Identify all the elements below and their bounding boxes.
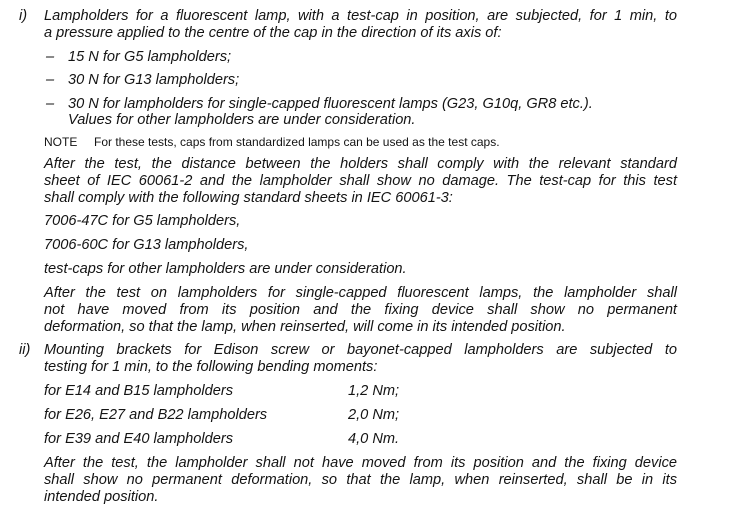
after-test-line-3: shall comply with the following standard sheets in IEC 60061-3:	[44, 190, 453, 206]
section-ii-intro-line-2: testing for 1 min, to the following bending moments:	[44, 359, 378, 375]
bullet-item-g5: 15 N for G5 lampholders;	[68, 49, 232, 65]
bullet-item-single-capped: 30 N for lampholders for single-capped fluorescent lamps (G23, G10q, GR8 etc.).	[68, 96, 593, 112]
moment-value-e26-e27-b22: 2,0 Nm;	[348, 407, 400, 423]
single-capped-line-2: not have moved from its position and the fixing device shall show no permanent	[44, 302, 677, 318]
section-i-marker: i)	[19, 8, 28, 24]
after-test-line-2: sheet of IEC 60061-2 and the lampholder shall show no damage. The test-cap for this test	[44, 173, 677, 189]
bullet-dash: –	[46, 96, 55, 112]
bullet-dash: –	[46, 72, 55, 88]
bullet-continuation: Values for other lampholders are under consideration.	[68, 112, 416, 128]
bullet-item-g13: 30 N for G13 lampholders;	[68, 72, 240, 88]
moment-label-e39-e40: for E39 and E40 lampholders	[44, 431, 234, 447]
moment-value-e14-b15: 1,2 Nm;	[348, 383, 400, 399]
after-test-line-1: After the test, the distance between the holders shall comply with the relevant standard	[44, 156, 677, 172]
note-label: NOTE	[44, 135, 78, 149]
sheet-other: test-caps for other lampholders are under consideration.	[44, 261, 407, 277]
bullet-dash: –	[46, 49, 55, 65]
section-ii-marker: ii)	[19, 342, 31, 358]
moment-label-e14-b15: for E14 and B15 lampholders	[44, 383, 234, 399]
note	[44, 134, 500, 151]
section-ii-after-line-3: intended position.	[44, 489, 159, 505]
section-i-intro-line-1: Lampholders for a fluorescent lamp, with a test-cap in position, are subjected, for 1 min, to	[44, 8, 677, 24]
section-ii-after-line-1: After the test, the lampholder shall not have moved from its position and the fixing device	[44, 455, 677, 471]
single-capped-line-3: deformation, so that the lamp, when reinserted, will come in its intended position.	[44, 319, 566, 335]
section-ii-intro-line-1: Mounting brackets for Edison screw or bayonet-capped lampholders are subjected to	[44, 342, 677, 358]
moment-label-e26-e27-b22: for E26, E27 and B22 lampholders	[44, 407, 268, 423]
moment-value-e39-e40: 4,0 Nm.	[348, 431, 400, 447]
single-capped-line-1: After the test on lampholders for single-capped fluorescent lamps, the lampholder shall	[44, 285, 677, 301]
sheet-g5: 7006-47C for G5 lampholders,	[44, 213, 241, 229]
section-ii-after-line-2: shall show no permanent deformation, so that the lamp, when reinserted, shall be in its	[44, 472, 677, 488]
note-text: For these tests, caps from standardized lamps can be used as the test caps.	[94, 135, 500, 149]
sheet-g13: 7006-60C for G13 lampholders,	[44, 237, 249, 253]
section-i-intro-line-2: a pressure applied to the centre of the cap in the direction of its axis of:	[44, 25, 502, 41]
